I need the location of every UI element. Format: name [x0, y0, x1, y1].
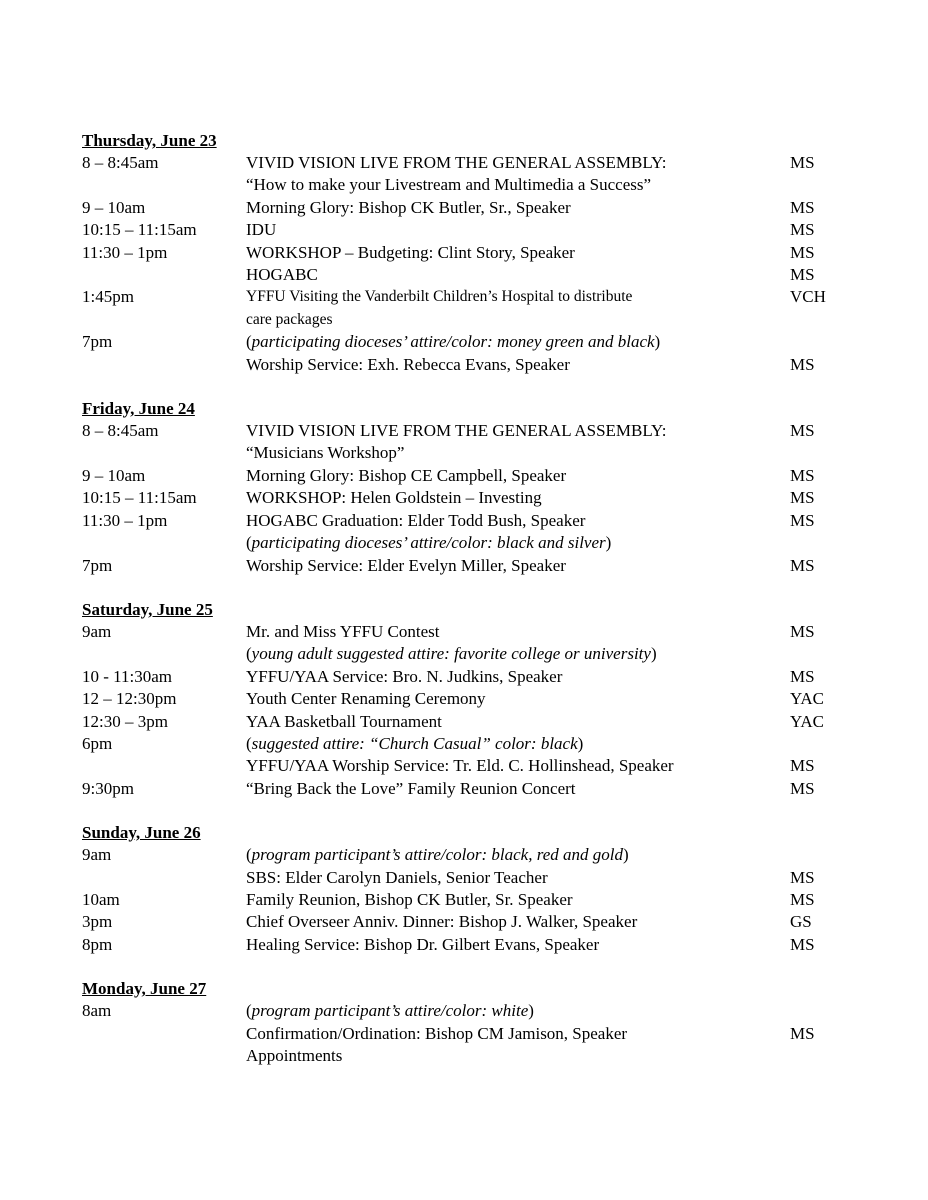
event-description [246, 711, 786, 733]
event-description-line: care packages [246, 310, 333, 328]
event-description [246, 733, 786, 755]
attire-note: program participant’s attire/color: white [251, 1001, 529, 1021]
event-time: 11:30 – 1pm [82, 510, 168, 530]
attire-note: program participant’s attire/color: black, red and gold [251, 845, 623, 865]
schedule-row [82, 264, 862, 286]
paren-open: ( [246, 1001, 252, 1021]
schedule-row [82, 286, 862, 331]
event-description [246, 688, 786, 710]
schedule-row [82, 755, 862, 777]
event-description [246, 934, 786, 956]
schedule-row [82, 666, 862, 688]
paren-open: ( [246, 733, 252, 753]
event-description [246, 621, 786, 643]
event-time: 9 – 10am [82, 465, 146, 485]
paren-open: ( [246, 644, 252, 664]
paren-open: ( [246, 533, 252, 553]
event-description-line: Morning Glory: Bishop CE Campbell, Speaker [246, 465, 567, 485]
day-section [82, 599, 862, 800]
schedule-row [82, 555, 862, 577]
event-description-line: Youth Center Renaming Ceremony [246, 689, 486, 709]
paren-close: ) [650, 644, 657, 664]
schedule-row [82, 152, 862, 197]
schedule-row [82, 867, 862, 889]
event-time: 9am [82, 621, 112, 641]
paren-close: ) [577, 733, 584, 753]
event-location: MS [790, 778, 815, 798]
event-description [246, 1023, 786, 1068]
event-location: MS [790, 666, 815, 686]
schedule-row [82, 510, 862, 532]
attire-note: young adult suggested attire: favorite college or university [251, 644, 651, 664]
event-location: MS [790, 265, 815, 285]
event-description-line: WORKSHOP: Helen Goldstein – Investing [246, 488, 542, 508]
schedule-row [82, 242, 862, 264]
schedule-row [82, 934, 862, 956]
schedule-row [82, 532, 862, 554]
event-description [246, 420, 786, 465]
event-description-line: HOGABC [246, 265, 318, 285]
event-description [246, 643, 786, 665]
event-description [246, 264, 786, 286]
paren-open: ( [246, 332, 252, 352]
event-description [246, 242, 786, 264]
event-time: 12:30 – 3pm [82, 711, 168, 731]
event-description-line: Mr. and Miss YFFU Contest [246, 621, 440, 641]
schedule-row [82, 911, 862, 933]
event-time: 8 – 8:45am [82, 421, 159, 441]
schedule-row [82, 688, 862, 710]
event-description [246, 889, 786, 911]
schedule-row [82, 420, 862, 465]
event-location: MS [790, 889, 815, 909]
event-description-line: IDU [246, 220, 277, 240]
event-location: MS [790, 867, 815, 887]
event-time: 3pm [82, 912, 113, 932]
attire-note: participating dioceses’ attire/color: black and silver [251, 533, 606, 553]
event-time: 10:15 – 11:15am [82, 220, 197, 240]
day-section [82, 978, 862, 1067]
event-location: MS [790, 621, 815, 641]
event-description-line: “How to make your Livestream and Multimedia a Success” [246, 175, 652, 195]
day-heading: Friday, June 24 [82, 399, 195, 419]
event-location: MS [790, 242, 815, 262]
event-location: VCH [790, 287, 826, 307]
event-description-line: HOGABC Graduation: Elder Todd Bush, Speaker [246, 510, 586, 530]
paren-close: ) [654, 332, 661, 352]
event-description-line: Confirmation/Ordination: Bishop CM Jamison, Speaker [246, 1023, 628, 1043]
event-description [246, 152, 786, 197]
event-description-line: YFFU Visiting the Vanderbilt Children’s Hospital to distribute [246, 288, 633, 306]
day-heading: Thursday, June 23 [82, 131, 217, 150]
paren-open: ( [246, 845, 252, 865]
event-description [246, 867, 786, 889]
day-heading: Saturday, June 25 [82, 599, 213, 619]
paren-close: ) [622, 845, 629, 865]
event-description [246, 331, 786, 353]
event-location: YAC [790, 689, 825, 709]
event-time: 1:45pm [82, 287, 134, 307]
event-location: MS [790, 756, 815, 776]
event-description [246, 197, 786, 219]
paren-close: ) [605, 533, 612, 553]
attire-note: participating dioceses’ attire/color: money green and black [251, 332, 655, 352]
event-description [246, 778, 786, 800]
event-description-line: YFFU/YAA Worship Service: Tr. Eld. C. Hollinshead, Speaker [246, 756, 674, 776]
day-section [82, 822, 862, 956]
event-location: MS [790, 220, 815, 240]
schedule-row [82, 1023, 862, 1068]
day-section [82, 398, 862, 577]
event-description-line: VIVID VISION LIVE FROM THE GENERAL ASSEMBLY: [246, 153, 667, 172]
event-time: 10am [82, 889, 120, 909]
event-description-line: YAA Basketball Tournament [246, 711, 442, 731]
schedule-row [82, 733, 862, 755]
event-time: 12 – 12:30pm [82, 689, 177, 709]
event-time: 10 - 11:30am [82, 666, 173, 686]
day-heading: Sunday, June 26 [82, 823, 201, 843]
event-description [246, 532, 786, 554]
event-location: YAC [790, 711, 825, 731]
event-time: 6pm [82, 733, 113, 753]
attire-note: suggested attire: “Church Casual” color: black [251, 733, 578, 753]
schedule-row [82, 778, 862, 800]
event-description-line: “Bring Back the Love” Family Reunion Concert [246, 778, 576, 798]
event-description-line: YFFU/YAA Service: Bro. N. Judkins, Speaker [246, 666, 563, 686]
event-description [246, 465, 786, 487]
paren-close: ) [528, 1001, 534, 1021]
event-location: MS [790, 488, 815, 508]
event-time: 8pm [82, 934, 113, 954]
event-description [246, 666, 786, 688]
event-description-line: “Musicians Workshop” [246, 443, 405, 463]
event-description [246, 911, 786, 933]
event-description-line: SBS: Elder Carolyn Daniels, Senior Teacher [246, 867, 548, 887]
schedule-row [82, 219, 862, 241]
event-description [246, 755, 786, 777]
event-time: 10:15 – 11:15am [82, 488, 197, 508]
event-time: 9am [82, 845, 112, 865]
schedule-row [82, 487, 862, 509]
schedule-row [82, 621, 862, 643]
schedule-row [82, 331, 862, 353]
event-description-line: Morning Glory: Bishop CK Butler, Sr., Speaker [246, 197, 571, 217]
event-time: 7pm [82, 332, 113, 352]
event-location: GS [790, 912, 812, 932]
schedule-row [82, 711, 862, 733]
event-description-line: WORKSHOP – Budgeting: Clint Story, Speaker [246, 242, 575, 262]
event-description [246, 487, 786, 509]
event-description-line: Appointments [246, 1046, 343, 1065]
event-location: MS [790, 354, 815, 374]
event-description-line: Family Reunion, Bishop CK Butler, Sr. Speaker [246, 889, 573, 909]
schedule-row [82, 197, 862, 219]
event-description-line: Chief Overseer Anniv. Dinner: Bishop J. Walker, Speaker [246, 912, 638, 932]
event-time: 9:30pm [82, 778, 134, 798]
event-description [246, 844, 786, 866]
event-description [246, 286, 786, 331]
event-location: MS [790, 421, 815, 441]
event-description [246, 555, 786, 577]
event-description [246, 1000, 786, 1022]
event-time: 11:30 – 1pm [82, 242, 168, 262]
event-location: MS [790, 465, 815, 485]
event-description [246, 219, 786, 241]
event-description-line: Worship Service: Exh. Rebecca Evans, Speaker [246, 354, 570, 374]
schedule [82, 130, 862, 1089]
event-description-line: VIVID VISION LIVE FROM THE GENERAL ASSEMBLY: [246, 421, 667, 441]
schedule-row [82, 844, 862, 866]
schedule-row [82, 643, 862, 665]
event-time: 9 – 10am [82, 197, 146, 217]
event-description [246, 354, 786, 376]
event-location: MS [790, 153, 815, 172]
event-location: MS [790, 510, 815, 530]
schedule-row [82, 354, 862, 376]
schedule-row [82, 889, 862, 911]
event-time: 7pm [82, 555, 113, 575]
event-description-line: Worship Service: Elder Evelyn Miller, Speaker [246, 555, 566, 575]
event-time: 8 – 8:45am [82, 153, 159, 172]
schedule-row [82, 465, 862, 487]
event-location: MS [790, 197, 815, 217]
event-description-line: Healing Service: Bishop Dr. Gilbert Evans, Speaker [246, 934, 600, 954]
event-description [246, 510, 786, 532]
event-location: MS [790, 1023, 815, 1043]
day-section [82, 130, 862, 376]
day-heading: Monday, June 27 [82, 979, 207, 999]
event-location: MS [790, 934, 815, 954]
event-time: 8am [82, 1001, 112, 1021]
event-location: MS [790, 555, 815, 575]
schedule-row [82, 1000, 862, 1022]
